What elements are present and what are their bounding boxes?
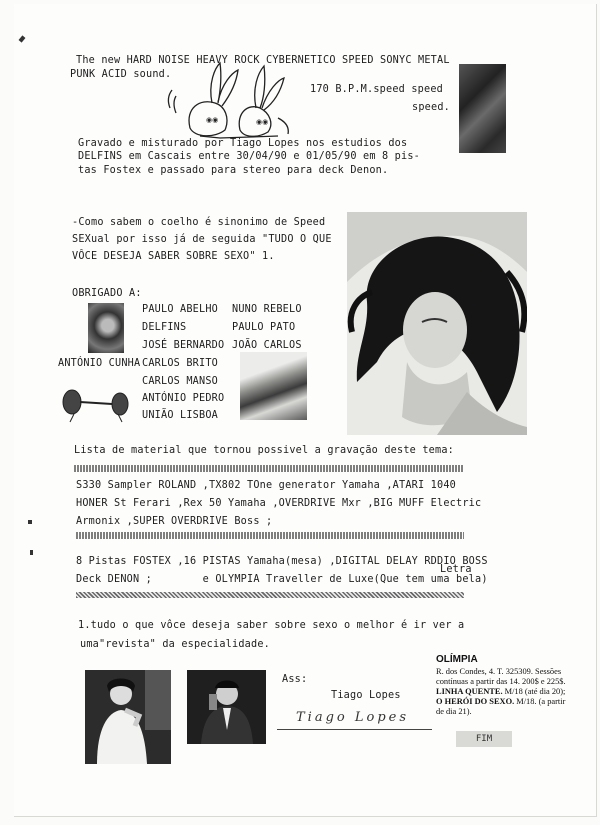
recording-line: tas Fostex e passado para stereo para deck Denon. bbox=[78, 165, 389, 176]
equipment-line: Deck DENON ; e OLYMPIA Traveller de Luxe(Que tem uma bela) bbox=[76, 574, 488, 585]
thanks-name: JOSÉ BERNARDO bbox=[142, 340, 225, 351]
photo-closeup bbox=[459, 64, 506, 153]
photo-woman-head-back bbox=[347, 212, 527, 435]
thanks-name: DELFINS bbox=[142, 322, 187, 333]
rabbit-note-line: -Como sabem o coelho é sinonimo de Speed bbox=[72, 217, 326, 228]
signature-name: Tiago Lopes bbox=[331, 690, 401, 701]
handwritten-signature: Tiago Lopes bbox=[296, 710, 410, 725]
divider-hatched bbox=[76, 592, 464, 598]
thanks-heading: OBRIGADO A: bbox=[72, 288, 142, 299]
signature-line bbox=[277, 729, 432, 730]
signature-label: Ass: bbox=[282, 674, 308, 685]
svg-text:◉◉: ◉◉ bbox=[206, 116, 219, 124]
thanks-name: NUNO REBELO bbox=[232, 304, 302, 315]
thanks-name: UNIÃO LISBOA bbox=[142, 410, 219, 421]
letra-note: Letra bbox=[440, 564, 472, 575]
recording-line: Gravado e misturado por Tiago Lopes nos estudios dos bbox=[78, 138, 408, 149]
equipment-line: 8 Pistas FOSTEX ,16 PISTAS Yamaha(mesa) ,DIGITAL DELAY RDDIO BOSS bbox=[76, 556, 488, 567]
divider-hatched bbox=[74, 465, 464, 472]
punch-mark bbox=[30, 550, 33, 555]
intro-line-2: PUNK ACID sound. bbox=[70, 69, 172, 80]
svg-text:◉◉: ◉◉ bbox=[256, 118, 269, 126]
bpm-line-2: speed. bbox=[412, 102, 451, 113]
thanks-name: PAULO PATO bbox=[232, 322, 296, 333]
end-label: FIM bbox=[456, 731, 512, 747]
recording-line: DELFINS em Cascais entre 30/04/90 e 01/05/90 em 8 pis- bbox=[78, 151, 421, 162]
divider-hatched bbox=[76, 532, 464, 539]
thanks-name: JOÃO CARLOS bbox=[232, 340, 302, 351]
footnote-line: 1.tudo o que vôce deseja saber sobre sexo o melhor é ir ver a bbox=[78, 620, 465, 631]
thanks-name: ANTÓNIO PEDRO bbox=[142, 393, 225, 404]
photo-woman-phone bbox=[85, 670, 171, 764]
photo-small-figure bbox=[88, 303, 124, 353]
photo-man-phone bbox=[187, 670, 266, 744]
ad-title: OLÍMPIA bbox=[436, 654, 478, 665]
ad-film-2-info: M/18. (a partir de dia 21). bbox=[436, 697, 566, 716]
thanks-name-extra: ANTÓNIO CUNHA bbox=[58, 358, 141, 369]
rabbit-note-line: SEXual por isso já de seguida "TUDO O QUE bbox=[72, 234, 332, 245]
punch-mark bbox=[28, 520, 32, 524]
bpm-line-1: 170 B.P.M.speed speed bbox=[310, 84, 444, 95]
intro-line-1: The new HARD NOISE HEAVY ROCK CYBERNETICO SPEED SONYC METAL bbox=[76, 55, 450, 66]
thanks-name: CARLOS MANSO bbox=[142, 376, 219, 387]
equipment-line: HONER St Ferari ,Rex 50 Yamaha ,OVERDRIVE Mxr ,BIG MUFF Electric bbox=[76, 498, 482, 509]
thanks-name: CARLOS BRITO bbox=[142, 358, 219, 369]
ad-film-1: LINHA QUENTE. bbox=[436, 687, 503, 696]
ad-address: R. dos Condes, 4. T. 325309. Sessões contínuas a partir das 14. 200$ e 225$. bbox=[436, 667, 566, 686]
cinema-ad-clipping bbox=[436, 655, 566, 717]
photo-hand bbox=[240, 352, 307, 420]
equipment-line: S330 Sampler ROLAND ,TX802 TOne generator Yamaha ,ATARI 1040 bbox=[76, 480, 457, 491]
ad-film-1-info: M/18 (até dia 20); bbox=[504, 687, 566, 696]
footnote-line: uma"revista" da especialidade. bbox=[80, 639, 271, 650]
equipment-line: Armonix ,SUPER OVERDRIVE Boss ; bbox=[76, 516, 273, 527]
ad-film-2: O HERÓI DO SEXO. bbox=[436, 697, 515, 706]
monkeys-drawing bbox=[60, 384, 135, 424]
rabbits-drawing bbox=[160, 58, 300, 140]
equipment-heading: Lista de material que tornou possivel a gravação deste tema: bbox=[74, 445, 455, 456]
rabbit-note-line: VÔCE DESEJA SABER SOBRE SEXO" 1. bbox=[72, 251, 275, 262]
thanks-name: PAULO ABELHO bbox=[142, 304, 219, 315]
